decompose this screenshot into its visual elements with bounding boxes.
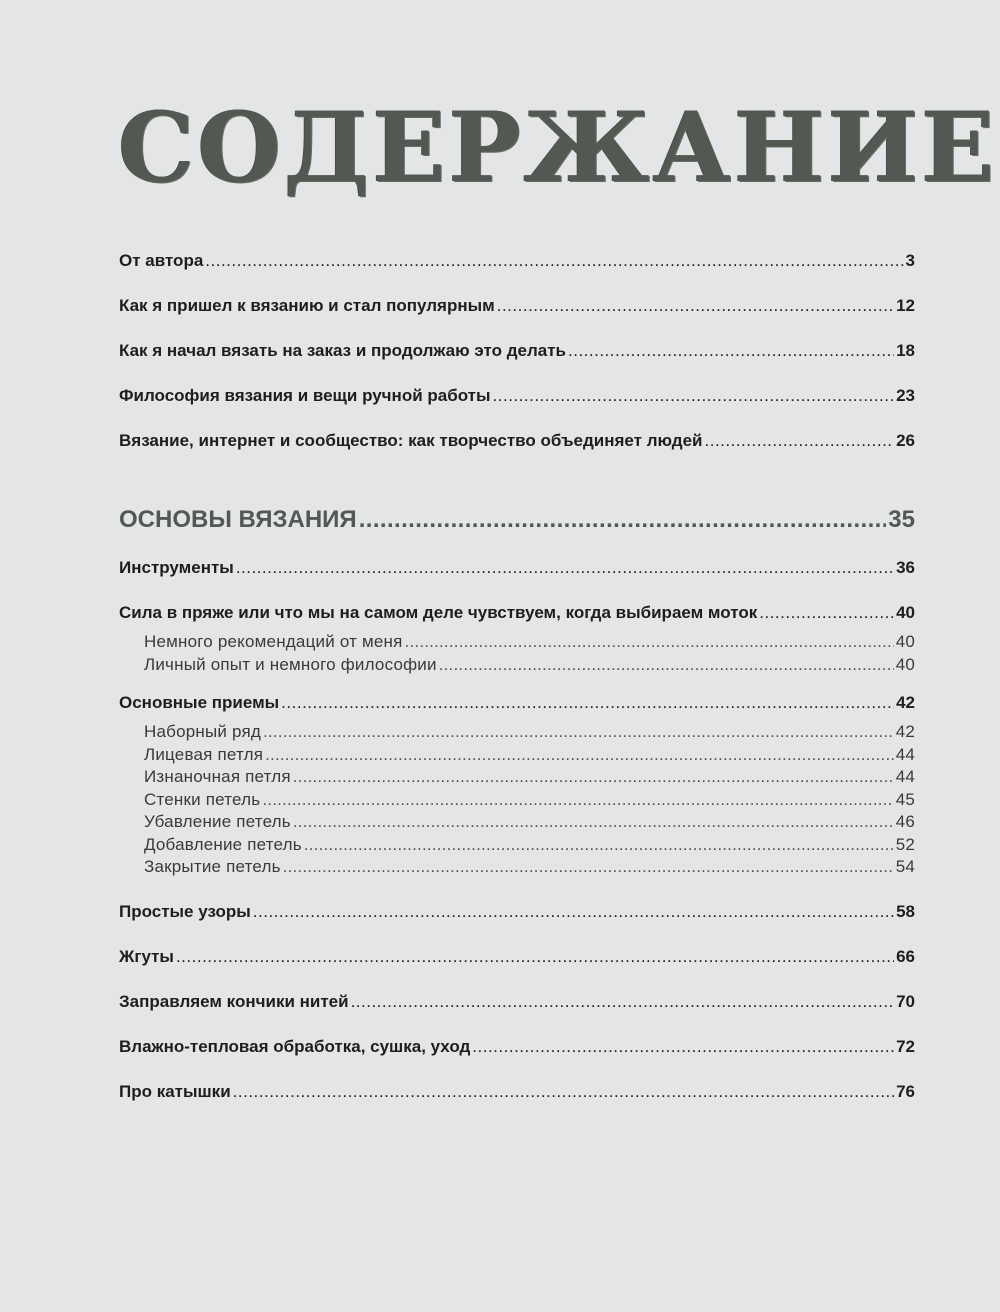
toc-subentry[interactable]	[119, 835, 915, 855]
page-title: СОДЕРЖАНИЕ	[118, 91, 998, 204]
toc-entry-label: Сила в пряже или что мы на самом деле чувствуем, когда выбираем моток	[119, 603, 758, 622]
toc-entry-label: Влажно-тепловая обработка, сушка, уход	[119, 1037, 471, 1056]
toc-page-number: 66	[896, 947, 915, 966]
toc-page-number: 70	[896, 992, 915, 1011]
toc-entry-label: Личный опыт и немного философии	[144, 655, 437, 674]
toc-subentry[interactable]	[119, 767, 915, 787]
toc-page-number: 23	[896, 386, 915, 405]
toc-page-number: 44	[895, 745, 915, 764]
toc-subentry[interactable]	[119, 632, 915, 652]
toc-page-number: 52	[895, 835, 915, 854]
toc-entry[interactable]	[119, 431, 915, 451]
toc-page-number: 36	[896, 558, 915, 577]
toc-entry-label: Заправляем кончики нитей	[119, 992, 349, 1011]
toc-page-number: 42	[895, 722, 915, 741]
toc-page-number: 42	[896, 693, 915, 712]
toc-entry-label: Лицевая петля	[144, 745, 264, 764]
toc-entry-label: Как я пришел к вязанию и стал популярным	[119, 296, 495, 315]
section-label: ОСНОВЫ ВЯЗАНИЯ	[119, 506, 357, 533]
dot-leader	[236, 558, 894, 578]
dot-leader	[265, 745, 894, 765]
toc-entry-label: Про катышки	[119, 1082, 231, 1101]
dot-leader	[281, 693, 894, 713]
toc-entry[interactable]	[119, 1082, 915, 1102]
toc-entry-label: Убавление петель	[144, 812, 291, 831]
toc-entry-label: Как я начал вязать на заказ и продолжаю это делать	[119, 341, 566, 360]
toc-entry-label: Простые узоры	[119, 902, 251, 921]
dot-leader	[253, 902, 894, 922]
dot-leader	[705, 431, 895, 451]
toc-entry-label: Основные приемы	[119, 693, 280, 712]
dot-leader	[497, 296, 894, 316]
dot-leader	[293, 767, 894, 787]
toc-subentry[interactable]	[119, 745, 915, 765]
toc-page-number: 40	[896, 603, 915, 622]
dot-leader	[405, 632, 894, 652]
dot-leader	[176, 947, 894, 967]
toc-entry-label: Немного рекомендаций от меня	[144, 632, 403, 651]
toc-entry-label: От автора	[119, 251, 204, 270]
toc-page-number: 45	[895, 790, 915, 809]
toc-page-number: 35	[888, 506, 915, 533]
toc-entry[interactable]	[119, 693, 915, 713]
toc-entry-label: Стенки петель	[144, 790, 261, 809]
toc-subentry[interactable]	[119, 812, 915, 832]
toc-subentry[interactable]	[119, 790, 915, 810]
dot-leader	[283, 857, 894, 877]
toc-page-number: 72	[896, 1037, 915, 1056]
dot-leader	[359, 506, 887, 534]
dot-leader	[351, 992, 895, 1012]
toc-page-number: 76	[896, 1082, 915, 1101]
toc-section-heading[interactable]	[119, 506, 915, 534]
toc-page-number: 54	[895, 857, 915, 876]
dot-leader	[439, 655, 894, 675]
dot-leader	[472, 1037, 894, 1057]
toc-subentry[interactable]	[119, 655, 915, 675]
toc-entry[interactable]	[119, 558, 915, 578]
toc-entry-from-author[interactable]	[119, 251, 915, 271]
toc-page-number: 58	[896, 902, 915, 921]
toc-entry[interactable]	[119, 296, 915, 316]
toc-page-number: 40	[895, 632, 915, 651]
toc-page-number: 12	[896, 296, 915, 315]
toc-subentry[interactable]	[119, 857, 915, 877]
toc-entry[interactable]	[119, 1037, 915, 1057]
toc-entry-label: Изнаночная петля	[144, 767, 291, 786]
toc-page-number: 40	[895, 655, 915, 674]
toc-entry[interactable]	[119, 603, 915, 623]
dot-leader	[262, 790, 893, 810]
toc-page-number: 18	[896, 341, 915, 360]
toc-entry[interactable]	[119, 947, 915, 967]
toc-page-number: 46	[895, 812, 915, 831]
toc-entry[interactable]	[119, 902, 915, 922]
dot-leader	[233, 1082, 894, 1102]
dot-leader	[205, 251, 903, 271]
toc-page-number: 44	[895, 767, 915, 786]
dot-leader	[304, 835, 894, 855]
dot-leader	[263, 722, 894, 742]
toc-entry-label: Добавление петель	[144, 835, 302, 854]
toc-entry-label: Наборный ряд	[144, 722, 261, 741]
toc-entry-label: Закрытие петель	[144, 857, 281, 876]
toc-subentry[interactable]	[119, 722, 915, 742]
dot-leader	[568, 341, 894, 361]
toc-entry[interactable]	[119, 341, 915, 361]
toc-entry-label: Вязание, интернет и сообщество: как творчество объединяет людей	[119, 431, 703, 450]
toc-entry-label: Философия вязания и вещи ручной работы	[119, 386, 491, 405]
dot-leader	[493, 386, 895, 406]
toc-entry[interactable]	[119, 386, 915, 406]
dot-leader	[759, 603, 894, 623]
toc-page-number: 3	[905, 251, 915, 270]
toc-entry-label: Инструменты	[119, 558, 234, 577]
toc-entry[interactable]	[119, 992, 915, 1012]
dot-leader	[293, 812, 894, 832]
toc-entry-label: Жгуты	[119, 947, 174, 966]
toc-page-number: 26	[896, 431, 915, 450]
